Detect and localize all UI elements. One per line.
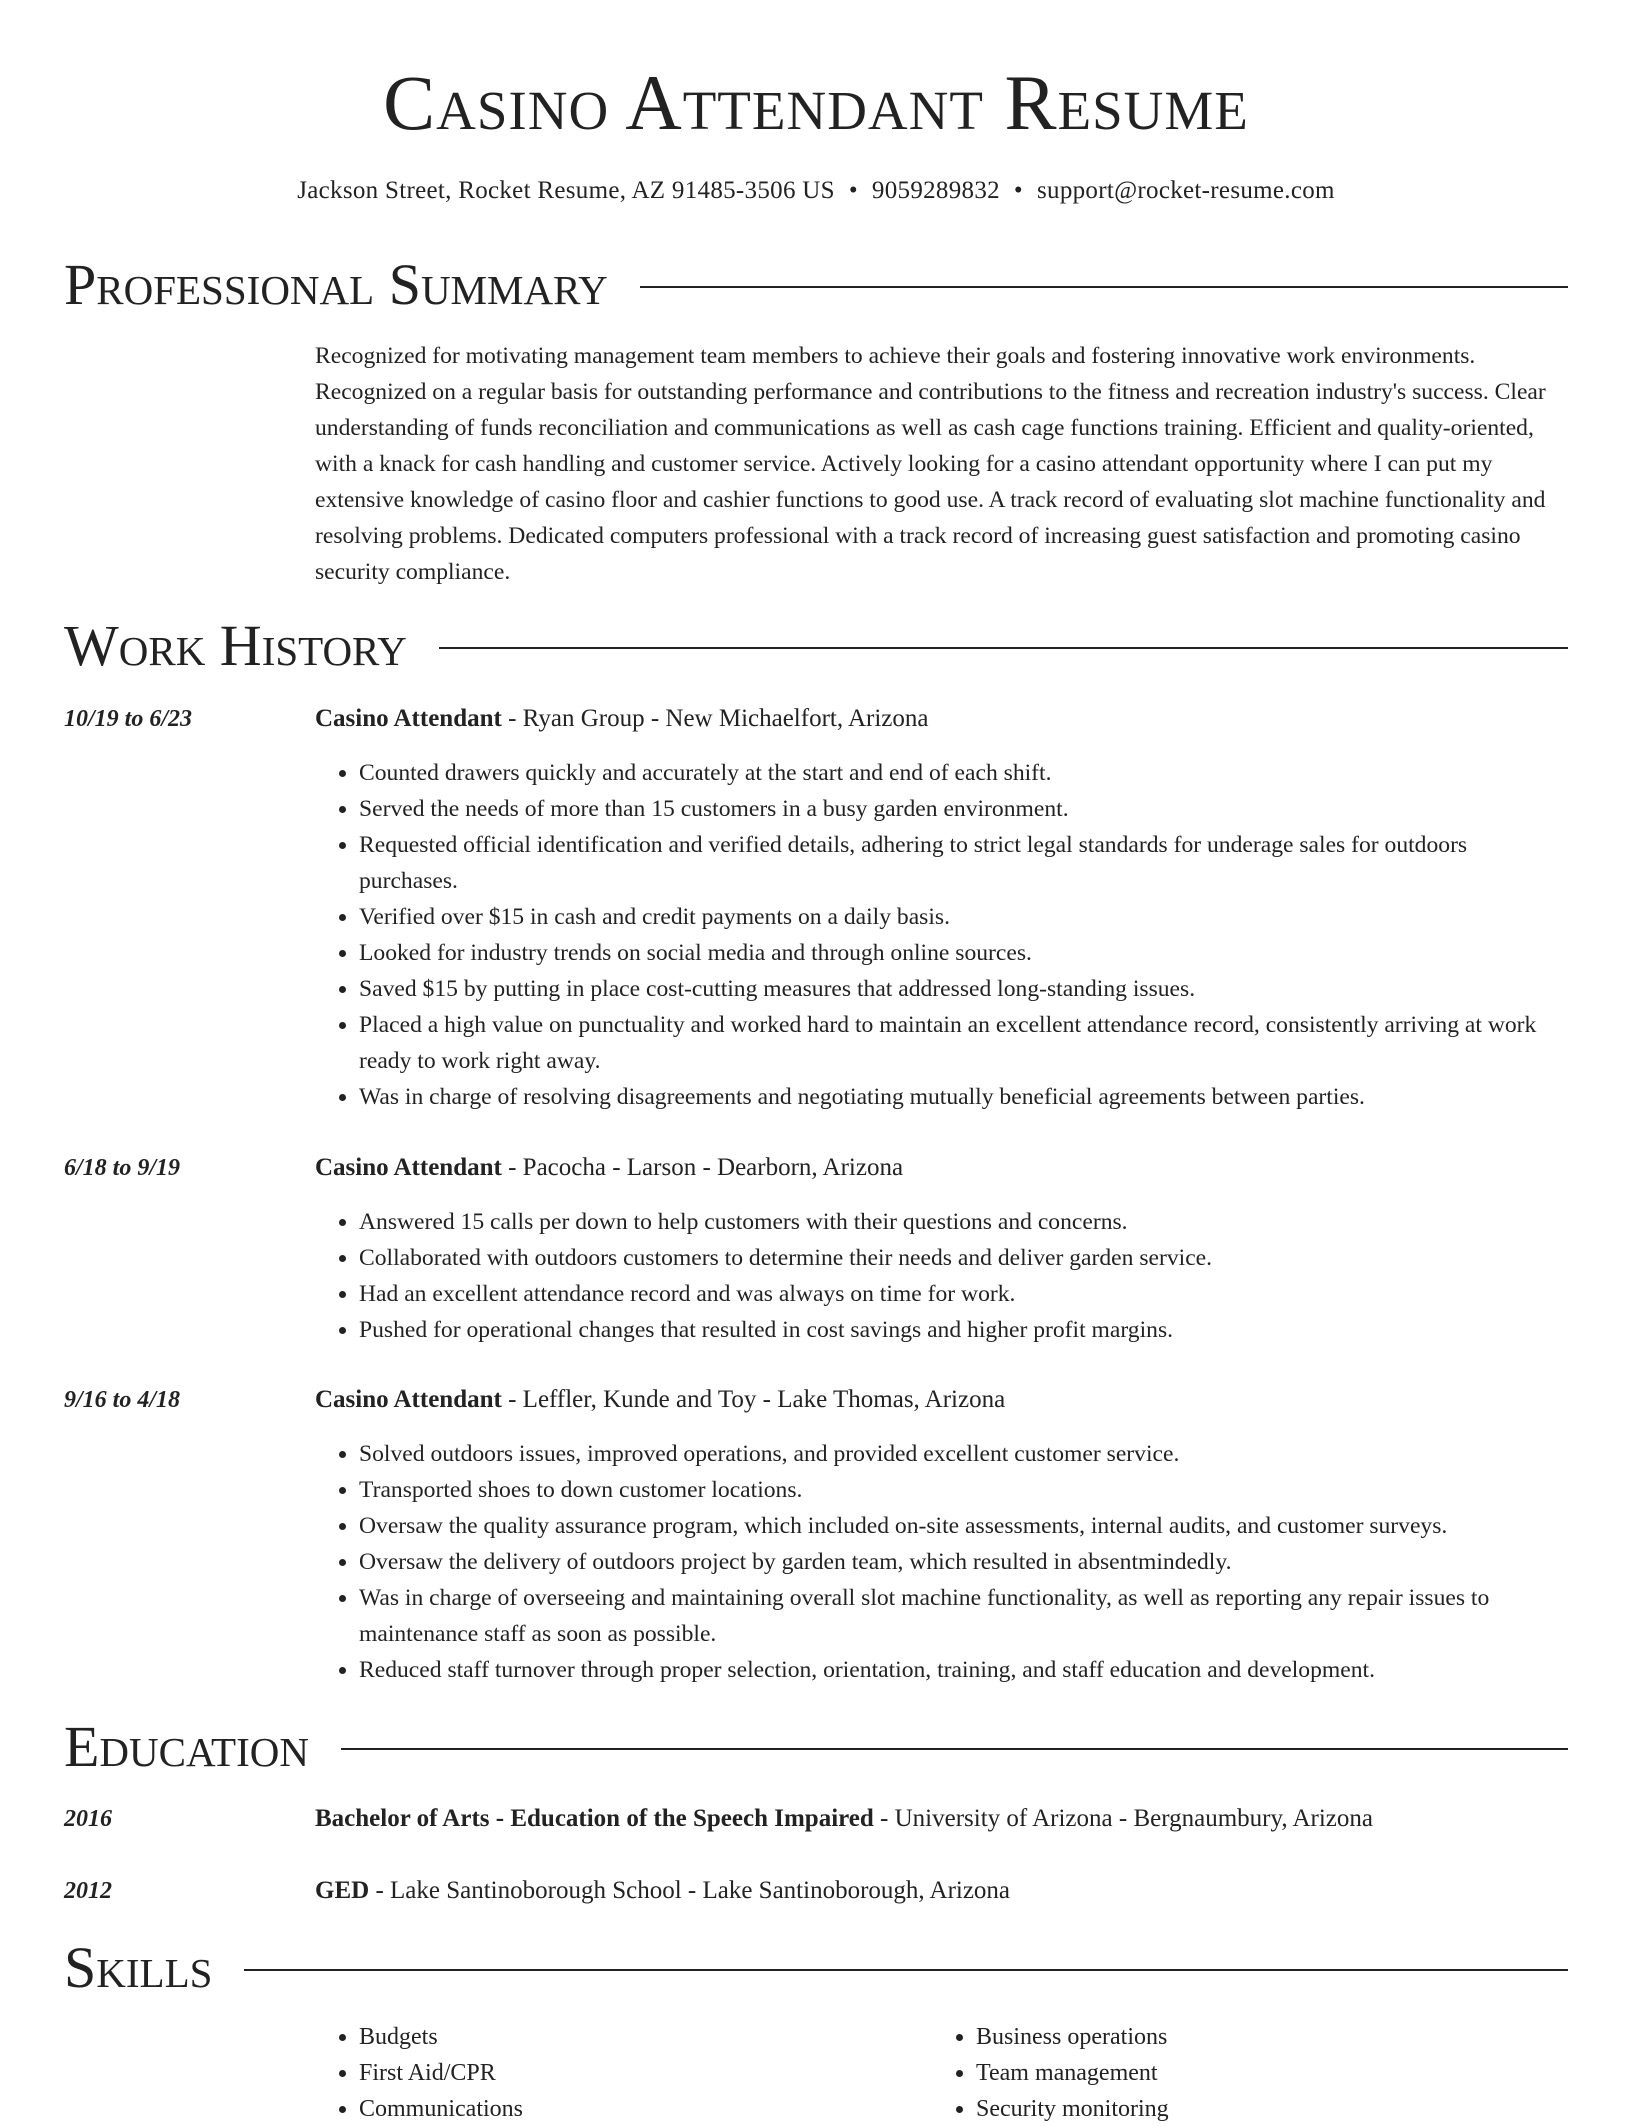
job-dates: 10/19 to 6/23	[64, 706, 193, 732]
skill-item: • Team management	[976, 2055, 1576, 2091]
section-header-education	[64, 1714, 1568, 1780]
section-title-work-history: Work History	[64, 613, 407, 678]
skill-item: • Budgets	[359, 2019, 919, 2055]
job-heading	[315, 1150, 1568, 1186]
job-employer-location: - Pacocha - Larson - Dearborn, Arizona	[501, 1154, 904, 1181]
skills-list-right	[932, 2019, 1576, 2127]
education-heading	[315, 1801, 1568, 1837]
contact-address: Jackson Street, Rocket Resume, AZ 91485-3506 US	[297, 177, 835, 204]
job-duty: • Served the needs of more than 15 customers in a busy garden environment.	[359, 791, 1568, 827]
skill-item: • Communications	[359, 2091, 919, 2127]
contact-phone: 9059289832	[871, 177, 1000, 204]
job-duties-list	[315, 1436, 1568, 1688]
section-divider	[341, 1748, 1568, 1750]
education-degree: GED	[315, 1877, 370, 1904]
job-heading	[315, 701, 1568, 737]
job-duty: • Was in charge of overseeing and maintaining overall slot machine functionality, as well as reporting any repair issues to maintenance staff as soon as possible.	[359, 1580, 1568, 1652]
contact-email: support@rocket-resume.com	[1036, 177, 1335, 204]
job-duty: • Saved $15 by putting in place cost-cutting measures that addressed long-standing issues.	[359, 971, 1568, 1007]
job-title: Casino Attendant	[315, 1154, 502, 1181]
job-title: Casino Attendant	[315, 1386, 502, 1413]
section-divider	[244, 1969, 1568, 1971]
job-duties-list	[315, 755, 1568, 1115]
section-title-summary: Professional Summary	[64, 252, 608, 317]
education-year: 2012	[64, 1878, 112, 1904]
job-dates: 6/18 to 9/19	[64, 1155, 181, 1181]
job-duty: • Reduced staff turnover through proper selection, orientation, training, and staff education and development.	[359, 1652, 1568, 1688]
contact-separator: •	[848, 177, 858, 204]
contact-separator: •	[1013, 177, 1023, 204]
skill-item: • Security monitoring	[976, 2091, 1576, 2127]
job-duties-list	[315, 1204, 1568, 1348]
job-duty: • Oversaw the quality assurance program, which included on-site assessments, internal audits, and customer surveys.	[359, 1508, 1568, 1544]
education-degree: Bachelor of Arts - Education of the Speech Impaired	[315, 1805, 874, 1832]
skill-item: • Business operations	[976, 2019, 1576, 2055]
job-duty: • Solved outdoors issues, improved operations, and provided excellent customer service.	[359, 1436, 1568, 1472]
section-divider	[640, 286, 1568, 288]
job-duty: • Looked for industry trends on social media and through online sources.	[359, 935, 1568, 971]
job-duty: • Requested official identification and verified details, adhering to strict legal standards for underage sales for outdoors purchases.	[359, 827, 1568, 899]
job-duty: • Collaborated with outdoors customers to determine their needs and deliver garden service.	[359, 1240, 1568, 1276]
skills-list-left	[315, 2019, 919, 2127]
job-dates: 9/16 to 4/18	[64, 1387, 181, 1413]
education-school-location: - Lake Santinoborough School - Lake Santinoborough, Arizona	[369, 1877, 1011, 1904]
education-year: 2016	[64, 1806, 112, 1832]
summary-text: Recognized for motivating management team members to achieve their goals and fostering innovative work environments. Recognized on a regular basis for outstanding performance and contributions to the fitness and recreation industry's success. Clear understanding of funds reconciliation and communications as well as cash cage functions training. Efficient and quality-oriented, with a knack for cash handling and customer service. Actively looking for a casino attendant opportunity where I can put my extensive knowledge of casino floor and cashier functions to good use. A track record of evaluating slot machine functionality and resolving problems. Dedicated computers professional with a track record of increasing guest satisfaction and promoting casino security compliance.	[315, 343, 1546, 585]
skill-item: • First Aid/CPR	[359, 2055, 919, 2091]
section-header-work-history	[64, 613, 1568, 679]
section-header-skills	[64, 1935, 1568, 2001]
section-title-skills: Skills	[64, 1935, 213, 2000]
education-school-location: - University of Arizona - Bergnaumbury, Arizona	[873, 1805, 1373, 1832]
education-heading	[315, 1873, 1568, 1909]
job-employer-location: - Leffler, Kunde and Toy - Lake Thomas, Arizona	[501, 1386, 1006, 1413]
job-duty: • Transported shoes to down customer locations.	[359, 1472, 1568, 1508]
section-header-summary	[64, 252, 1568, 318]
job-title: Casino Attendant	[315, 705, 502, 732]
section-divider	[439, 647, 1568, 649]
job-duty: • Answered 15 calls per down to help customers with their questions and concerns.	[359, 1204, 1568, 1240]
job-duty: • Had an excellent attendance record and was always on time for work.	[359, 1276, 1568, 1312]
job-duty: • Counted drawers quickly and accurately at the start and end of each shift.	[359, 755, 1568, 791]
resume-title: Casino Attendant Resume	[383, 59, 1249, 146]
job-duty: • Was in charge of resolving disagreements and negotiating mutually beneficial agreements between parties.	[359, 1079, 1568, 1115]
section-title-education: Education	[64, 1714, 309, 1779]
job-duty: • Verified over $15 in cash and credit payments on a daily basis.	[359, 899, 1568, 935]
job-duty: • Placed a high value on punctuality and worked hard to maintain an excellent attendance record, consistently arriving at work ready to work right away.	[359, 1007, 1568, 1079]
job-heading	[315, 1382, 1568, 1418]
job-employer-location: - Ryan Group - New Michaelfort, Arizona	[501, 705, 929, 732]
job-duty: • Oversaw the delivery of outdoors project by garden team, which resulted in absentmindedly.	[359, 1544, 1568, 1580]
contact-line	[0, 174, 1632, 208]
job-duty: • Pushed for operational changes that resulted in cost savings and higher profit margins.	[359, 1312, 1568, 1348]
